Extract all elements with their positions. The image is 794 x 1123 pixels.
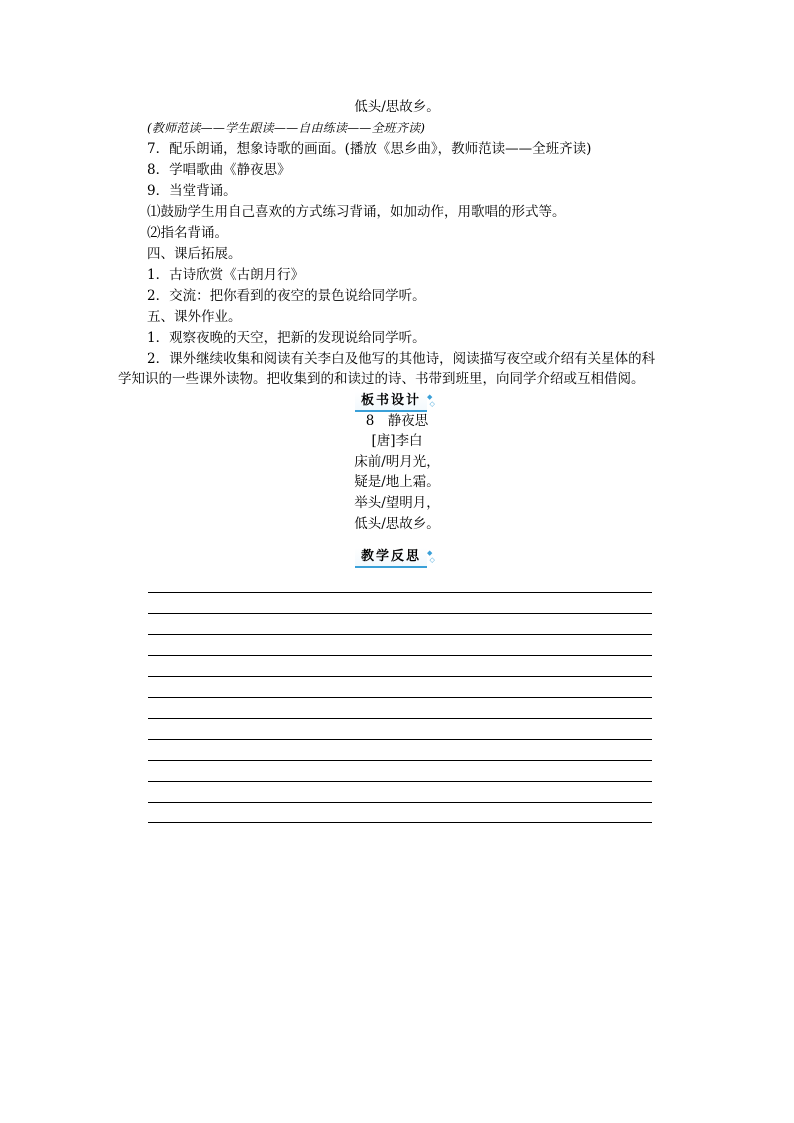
writing-line <box>148 613 652 614</box>
board-poem-line-4: 低头/思故乡。 <box>354 516 440 532</box>
writing-line <box>148 739 652 740</box>
section-4-item-1: 1．古诗欣赏《古朗月行》 <box>147 267 305 283</box>
step-8: 8．学唱歌曲《静夜思》 <box>147 162 291 178</box>
board-author: [唐]李白 <box>371 433 423 449</box>
reflection-heading-text: 教学反思 <box>361 549 422 564</box>
step-9-sub-1: ⑴鼓励学生用自己喜欢的方式练习背诵，如加动作，用歌唱的形式等。 <box>147 204 566 220</box>
board-poem-line-2: 疑是/地上霜。 <box>354 474 440 490</box>
writing-line <box>148 718 652 719</box>
board-poem-line-3: 举头/望明月， <box>354 495 440 511</box>
writing-line <box>148 634 652 635</box>
step-7: 7．配乐朗诵，想象诗歌的画面。(播放《思乡曲》，教师范读——全班齐读) <box>147 141 592 157</box>
section-5-item-2: 2．课外继续收集和阅读有关李白及他写的其他诗，阅读描写夜空或介绍有关星体的科 <box>147 351 656 367</box>
writing-line <box>148 760 652 761</box>
writing-line <box>148 676 652 677</box>
board-design-heading <box>355 392 435 412</box>
section-4-item-2: 2．交流：把你看到的夜空的景色说给同学听。 <box>147 288 426 304</box>
section-4-heading: 四、课后拓展。 <box>147 246 242 262</box>
step-9-sub-2: ⑵指名背诵。 <box>147 225 228 241</box>
writing-line <box>148 697 652 698</box>
poem-last-line: 低头/思故乡。 <box>354 99 440 115</box>
writing-line <box>148 802 652 803</box>
board-poem-line-1: 床前/明月光， <box>354 454 440 470</box>
board-design-heading-text: 板书设计 <box>361 393 422 408</box>
section-5-heading: 五、课外作业。 <box>147 309 242 325</box>
step-9: 9．当堂背诵。 <box>147 183 237 199</box>
decorative-dots-icon: ◆ ◇ <box>427 393 435 408</box>
reflection-heading <box>355 548 435 568</box>
section-5-item-1: 1．观察夜晚的天空，把新的发现说给同学听。 <box>147 330 426 346</box>
board-title: 8 静夜思 <box>365 413 429 429</box>
decorative-dots-icon: ◆ ◇ <box>427 549 435 564</box>
writing-line <box>148 822 652 823</box>
writing-line <box>148 655 652 656</box>
section-5-item-2-cont: 学知识的一些课外读物。把收集到的和读过的诗、书带到班里，向同学介绍或互相借阅。 <box>118 371 645 387</box>
writing-line <box>148 592 652 593</box>
reading-note: (教师范读——学生跟读——自由练读——全班齐读) <box>147 121 426 135</box>
writing-line <box>148 781 652 782</box>
